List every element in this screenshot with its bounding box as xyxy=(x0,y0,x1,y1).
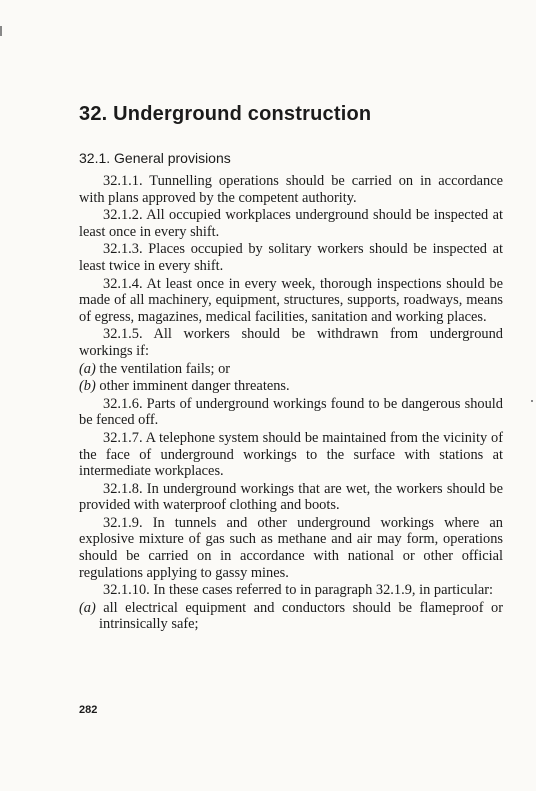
page-number: 282 xyxy=(79,704,98,716)
scan-edge-mark xyxy=(531,400,533,402)
scan-edge-mark xyxy=(0,26,2,36)
paragraph-32-1-10: 32.1.10. In these cases referred to in paragraph 32.1.9, in particular: xyxy=(103,582,494,599)
chapter-title: 32. Underground construction xyxy=(79,103,372,125)
list-item-text: all electrical equipment and conductors should be flameproof or intrinsically safe; xyxy=(99,599,503,633)
section-heading: 32.1. General provisions xyxy=(79,150,231,166)
list-item-text: other imminent danger threatens. xyxy=(99,378,290,395)
body-text xyxy=(79,173,503,634)
paragraph-32-1-1: 32.1.1. Tunnelling operations should be carried on in accordance with plans approved by the competent authority. xyxy=(79,173,503,206)
paragraph-32-1-7: 32.1.7. A telephone system should be maintained from the vicinity of the face of underground workings to the surface with stations at intermediate workplaces. xyxy=(79,429,503,480)
list-item-label: (b) xyxy=(79,378,96,395)
paragraph-32-1-4: 32.1.4. At least once in every week, thorough inspections should be made of all machinery, equipment, structures, supports, roadways, means of egress, magazines, medical facilities, sanitation and working places. xyxy=(79,275,503,325)
list-item xyxy=(79,361,503,378)
paragraph-32-1-6: 32.1.6. Parts of underground workings found to be dangerous should be fenced off. xyxy=(79,395,503,429)
list-item xyxy=(79,378,503,395)
list-item xyxy=(79,600,503,633)
paragraph-32-1-9: 32.1.9. In tunnels and other underground workings where an explosive mixture of gas such as methane and air may form, operations should be carried on in accordance with national or other official regulations applying to gassy mines. xyxy=(79,514,503,581)
list-item-label: (a) xyxy=(79,599,96,616)
list-item-text: the ventilation fails; or xyxy=(99,360,231,377)
paragraph-32-1-5: 32.1.5. All workers should be withdrawn from underground workings if: xyxy=(79,326,503,359)
paragraph-32-1-8: 32.1.8. In underground workings that are wet, the workers should be provided with waterproof clothing and boots. xyxy=(79,480,503,514)
paragraph-32-1-2: 32.1.2. All occupied workplaces underground should be inspected at least once in every shift. xyxy=(79,207,503,240)
paragraph-32-1-3: 32.1.3. Places occupied by solitary workers should be inspected at least twice in every shift. xyxy=(79,241,503,274)
list-item-label: (a) xyxy=(79,360,96,377)
